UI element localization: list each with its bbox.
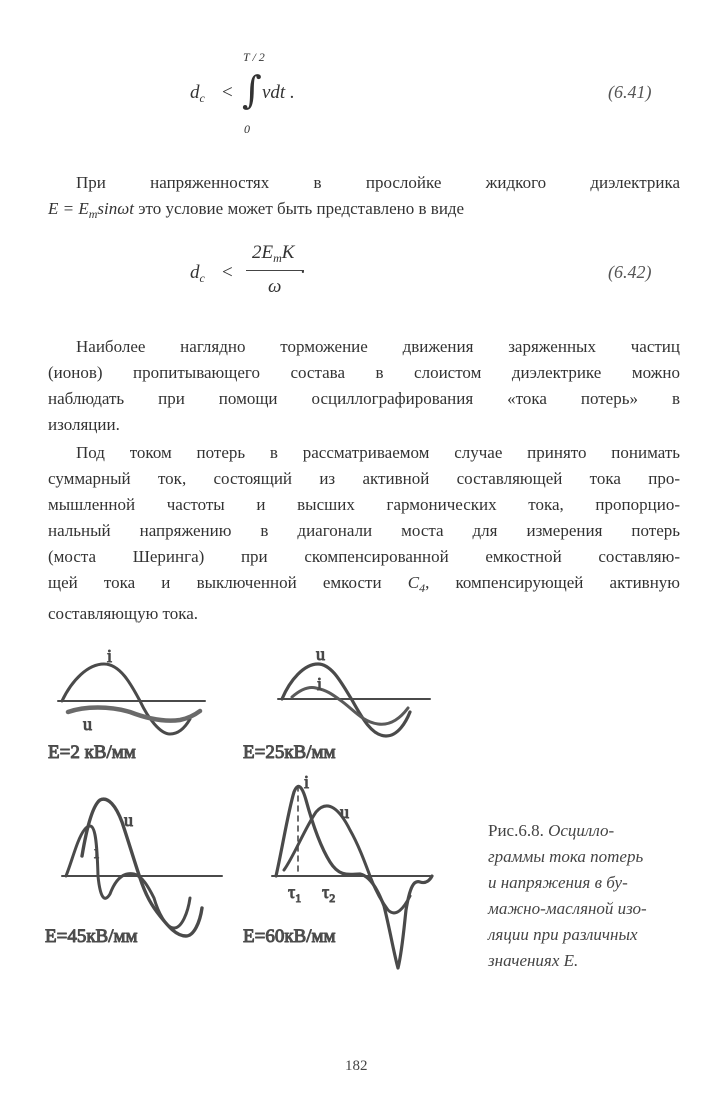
text-line: изоляции.: [48, 415, 120, 434]
caption-label: Рис.6.8.: [488, 821, 544, 840]
text-line: Под током потерь в рассматриваемом случае принято понимать: [76, 443, 680, 462]
label-u: u: [124, 810, 133, 830]
text-line: суммарный ток, состоящий из активной составляющей тока про-: [48, 469, 680, 488]
integral-lower-limit: 0: [244, 122, 250, 136]
formula-period: .: [301, 257, 306, 278]
label-i: i: [317, 674, 323, 694]
text-line: Наиболее наглядно торможение движения заряженных частиц: [76, 337, 680, 356]
label-i: i: [94, 842, 100, 862]
voltage-curve: [62, 664, 190, 734]
current-curve: [292, 687, 408, 724]
formula-lhs: $d_c$: [190, 262, 205, 285]
formula-operator: <: [222, 262, 233, 283]
label-i: i: [304, 772, 310, 792]
caption-line: граммы тока потерь: [488, 847, 644, 866]
label-tau1: $\tau_1$: [288, 882, 302, 905]
caption-line: мажно-масляной изо-: [488, 899, 647, 918]
text-line: составляющую тока.: [48, 604, 199, 623]
oscillogram-e2: [48, 646, 205, 763]
integral-sign-icon: ∫: [242, 68, 262, 112]
field-strength-label: E=45кВ/мм: [45, 926, 138, 947]
page-number: 182: [345, 1058, 368, 1074]
figure-caption: [488, 818, 688, 974]
integrand: vdt .: [262, 82, 295, 103]
text-line: При напряженностях в прослойке жидкого диэлектрика: [76, 173, 680, 192]
caption-line: Рис.6.8. Осцилло-: [488, 821, 615, 840]
label-tau2: $\tau_2$: [322, 882, 336, 905]
oscillogram-e60: [243, 772, 432, 968]
field-strength-label: E=60кВ/мм: [243, 926, 336, 947]
label-u: u: [316, 644, 325, 664]
text-line: наблюдать при помощи осциллографирования «тока потерь» в: [48, 389, 680, 408]
oscillogram-e45: [45, 799, 222, 947]
label-i: i: [107, 646, 113, 666]
text-line: $E = E_m\sin\omega t$ это условие может быть представлено в виде: [48, 199, 465, 221]
text-line: нальный напряжению в диагонали моста для измерения потерь: [48, 521, 680, 540]
formula-lhs: $d_c$: [190, 82, 205, 105]
caption-line: значениях E.: [488, 951, 579, 970]
fraction-denominator: ω: [268, 276, 282, 297]
label-u: u: [83, 714, 92, 734]
integral-upper-limit: T / 2: [243, 50, 265, 64]
field-strength-label: E=25кВ/мм: [243, 742, 336, 763]
text-line: (моста Шеринга) при скомпенсированной емкостной составляю-: [48, 547, 680, 566]
equation-number: (6.41): [608, 82, 652, 102]
label-u: u: [340, 802, 349, 822]
text-line: щей тока и выключенной емкости $C_4$, компенсирующей активную: [48, 573, 680, 595]
equation-number: (6.42): [608, 262, 652, 282]
text-line: мышленной частоты и высших гармонических тока, пропорцио-: [48, 495, 680, 514]
caption-line: ляции при различных: [488, 925, 638, 944]
text-line: (ионов) пропитывающего состава в слоистом диэлектрике можно: [48, 363, 680, 382]
caption-line: и напряжения в бу-: [488, 873, 628, 892]
field-strength-label: E=2 кВ/мм: [48, 742, 136, 763]
oscillogram-e25: [243, 644, 430, 763]
fraction-numerator: $2E_mK$: [252, 242, 295, 265]
formula-operator: <: [222, 82, 233, 103]
